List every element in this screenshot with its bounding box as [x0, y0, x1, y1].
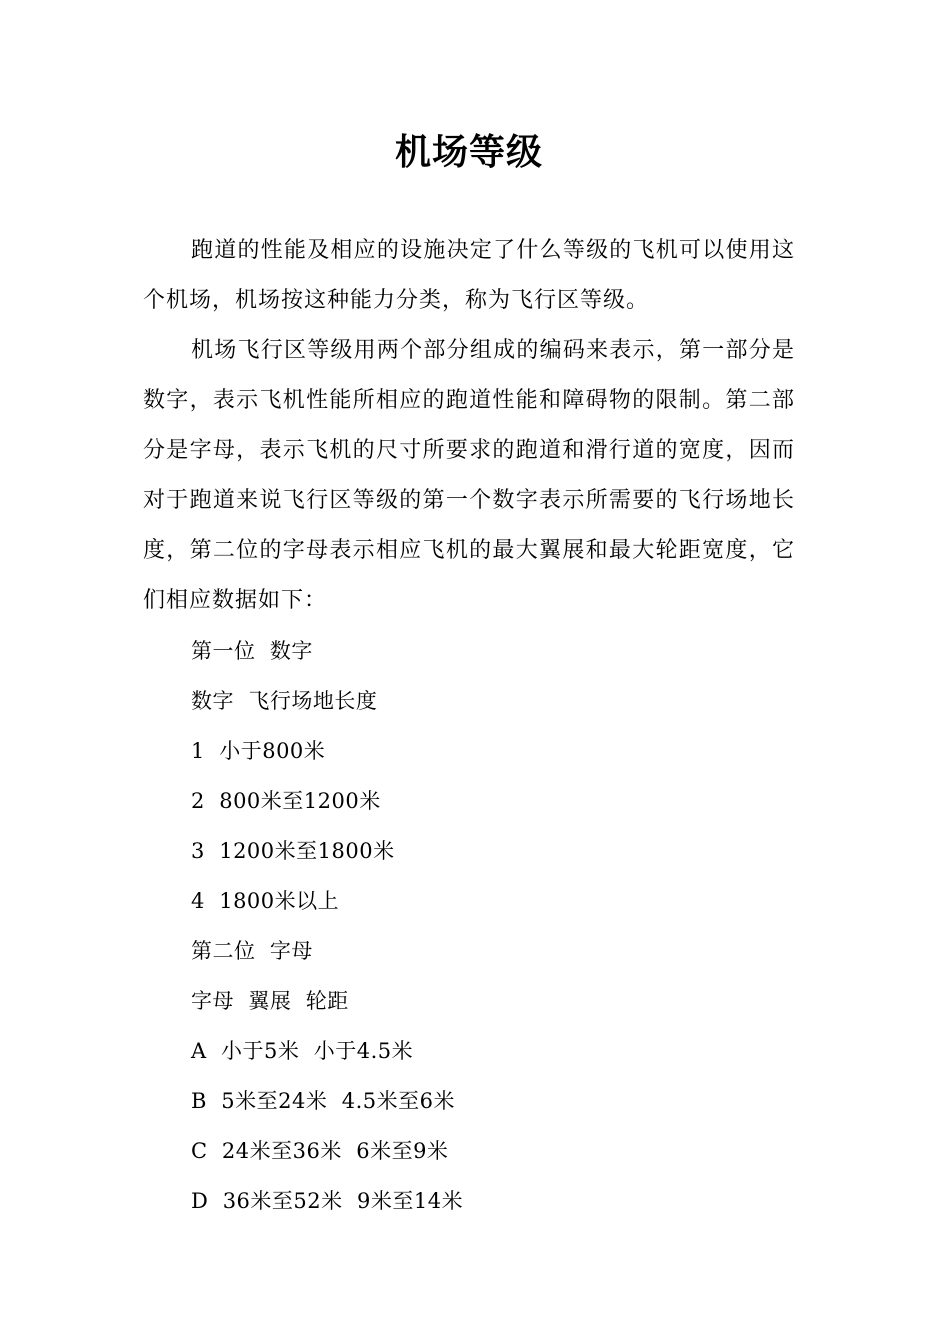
paragraph-intro: 跑道的性能及相应的设施决定了什么等级的飞机可以使用这个机场，机场按这种能力分类，称为飞行区等级。 [143, 238, 795, 313]
letter-row-b: B 5米至24米 4.5米至6米 [191, 1089, 455, 1113]
digit-row-1: 1 小于800米 [191, 739, 326, 763]
digit-row-2: 2 800米至1200米 [191, 789, 381, 813]
page-title: 机场等级 [394, 132, 543, 173]
document-body [143, 226, 795, 1226]
table-header-letter: 字母 翼展 轮距 [191, 989, 349, 1013]
table-header-digit: 数字 飞行场地长度 [191, 689, 378, 713]
letter-row-a: A 小于5米 小于4.5米 [191, 1039, 414, 1063]
paragraph-code-description: 机场飞行区等级用两个部分组成的编码来表示，第一部分是数字，表示飞机性能所相应的跑道性能和障碍物的限制。第二部分是字母，表示飞机的尺寸所要求的跑道和滑行道的宽度，因而对于跑道来说飞行区等级的第一个数字表示所需要的飞行场地长度，第二位的字母表示相应飞机的最大翼展和最大轮距宽度，它们相应数据如下： [143, 338, 795, 613]
digit-row-3: 3 1200米至1800米 [191, 839, 395, 863]
heading-first-digit: 第一位 数字 [191, 639, 313, 663]
digit-row-4: 4 1800米以上 [191, 889, 340, 913]
heading-second-letter: 第二位 字母 [191, 939, 313, 963]
letter-row-d: D 36米至52米 9米至14米 [191, 1189, 464, 1213]
letter-row-c: C 24米至36米 6米至9米 [191, 1139, 449, 1163]
